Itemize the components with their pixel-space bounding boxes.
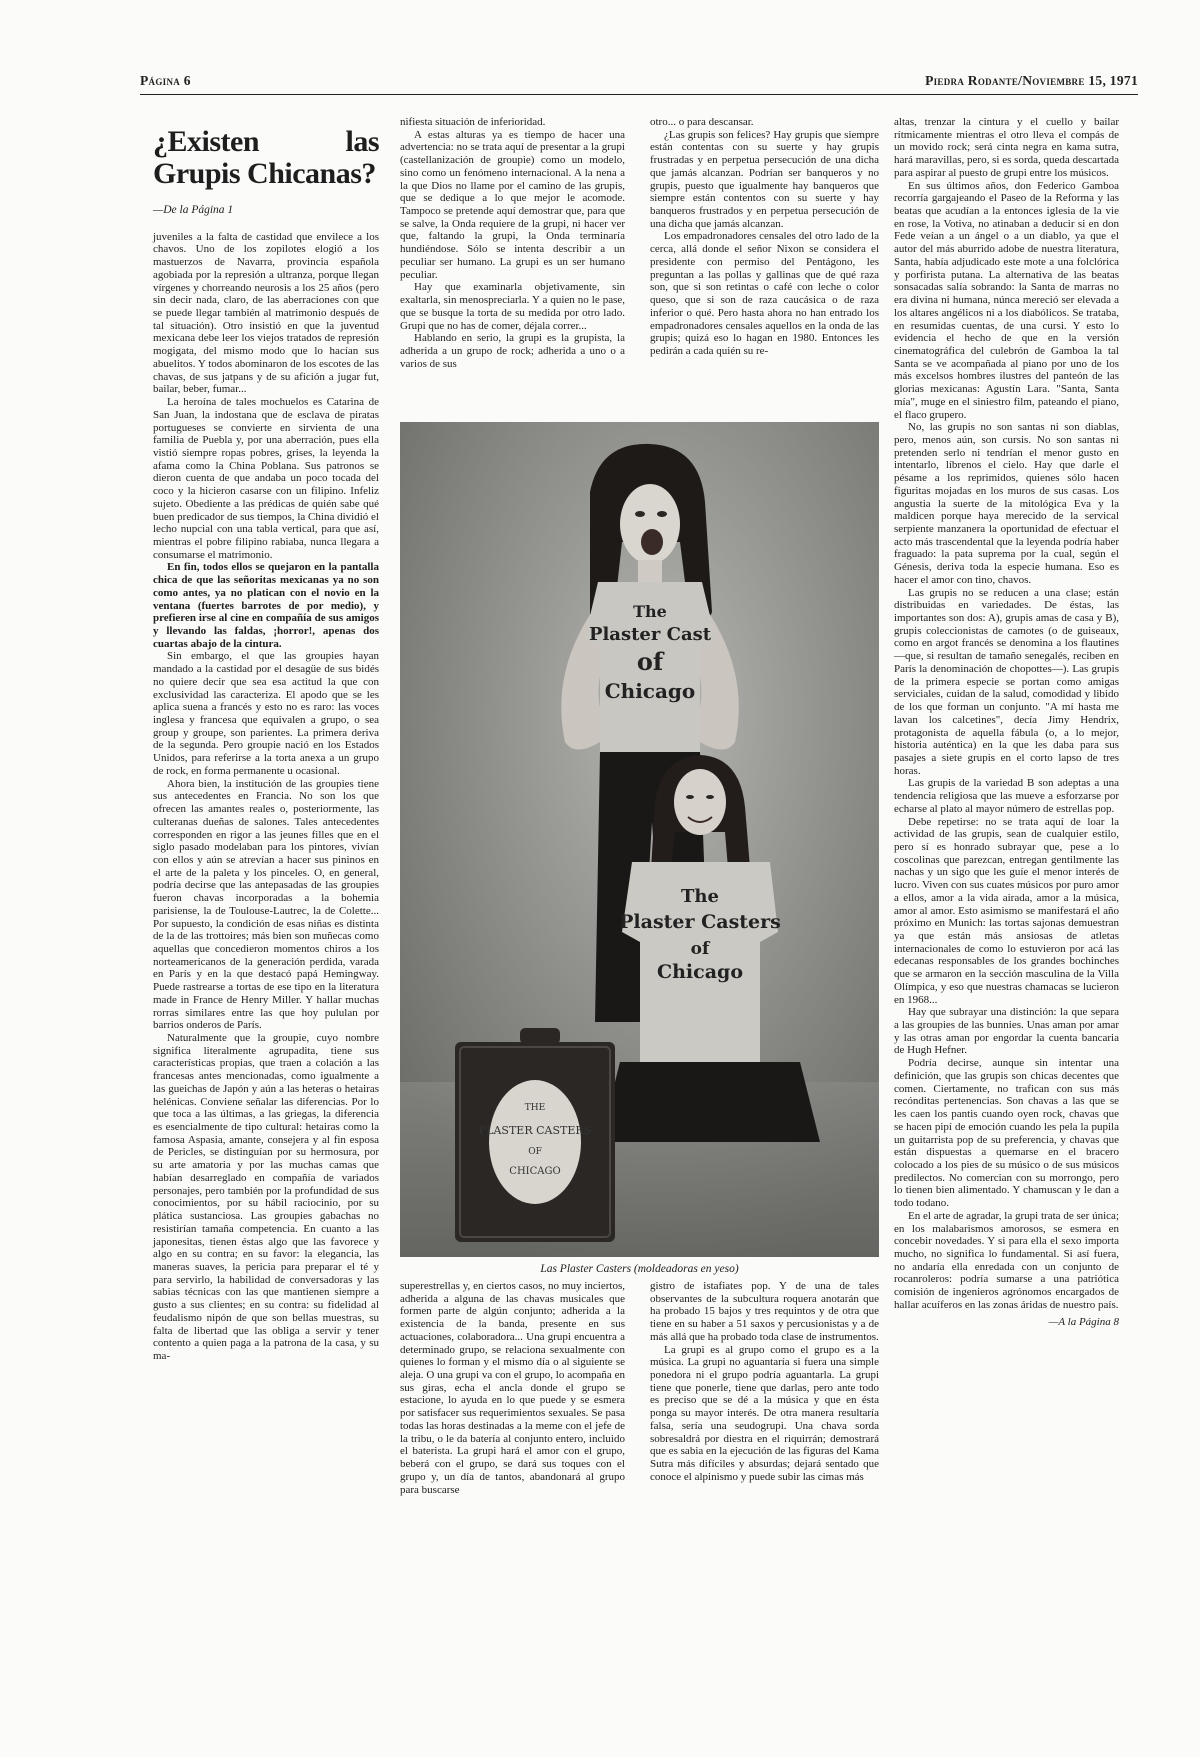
paragraph: En el arte de agradar, la grupi trata de ser única; en los malabarismos amorosos, se esmera en concebir novedades. Y si para ella el sexo importa mucho, no significa lo fundamental. Si así fuera, no andaría ella enredada con un conjunto de rocanroleros: podría sumarse a una patriótica comisión de ingenieros agrónomos encargados de hallar acuíferos en las zonas áridas de nuestro país.: [894, 1209, 1119, 1311]
suitcase: [455, 1028, 615, 1242]
shirt-text-line: Plaster Cast: [588, 624, 712, 645]
paragraph: No, las grupis no son santas ni son diablas, pero, menos aún, son cursis. No son santas ni pretenden serlo ni tendrían el menor gusto en intentarlo, líbrenos el cielo. Hay que darle el pésame a los reprimidos, quienes sólo hacen figuritas mojadas en los muros de sus casas. Los angustia la suerte de la mitológica Eva y la maldicen porque haya merecido de la servical serpiente manzanera la oportunidad de efectuar el acto más trascendental que la leyenda podría haber fraguado: la pata suprema por la cual, según el Génesis, deriva toda la especie humana. Eso es hacer el amor con tino, chavos.: [894, 421, 1119, 586]
photo-caption: Las Plaster Casters (moldeadoras en yeso): [540, 1263, 739, 1275]
paragraph: La heroína de tales mochuelos es Catarina de San Juan, la indostana que de esclava de piratas portugueses se convierte en sirvienta de una familia de Puebla y, por una aberración, pues ella vistió siempre ropas pobres, grises, la leyenda la afama como la China Poblana. Sus patronos se dieron cuenta de que andaba un poco tocada del coco y la hicieron casarse con un filipino. Infeliz sujeto. Obediente a las prédicas de quién sabe qué buen predicador de sus tiempos, la China dividió el lecho nupcial con una tabla vertical, para que así, mientras el pobre filipino rabiaba, nunca llegara a consumarse el matrimonio.: [153, 396, 379, 561]
paragraph: Sin embargo, el que las groupies hayan mandado a la castidad por el desagüe de sus bidés no quiere decir que sea esa actitud la que con exclusividad las caracteriza. El apodo que se les aplica suena a francés y esto no es raro: las voces inglesa y francesa que equivalen a grupo, o sea group y groupe, son parientes. La primera deriva de la segunda. Pero groupie nació en los Estados Unidos, para referirse a la torta anexa a un grupo de rock, en forma permanente u ocasional.: [153, 650, 379, 777]
paragraph: Debe repetirse: no se trata aquí de loar la actividad de las grupis, sean de cualquier estilo, pero sí es honrado subrayar que, pese a lo coscolinas que parezcan, entregan gentilmente las nachas y un sigo que les guíe el menor interés de lucro. Viven con sus cuates músicos por puro amor a ellos, amor a la vida airada, amor a la música, amor al amor. Esto asimismo se manifestará el año próximo en Munich: las tortas sajonas demuestran ya que están más ansiosas de atletas internacionales de como lo estuvieron por acá las edecanas responsables de los grandes bochinches que se armaron en la sección masculina de la Villa Olímpica, y eso que nuestras chamacas se lucieron en 1968...: [894, 815, 1119, 1006]
paragraph: Hablando en serio, la grupi es la grupista, la adherida a un grupo de rock; adherida a uno o a varios de sus: [400, 332, 625, 370]
article-column-4: [894, 116, 1119, 1328]
article-photo: [400, 422, 879, 1257]
paragraph: juveniles a la falta de castidad que envilece a los chavos. Uno de los zopilotes elogió a los mastuerzos de Navarra, provincia española agobiada por la represión a ultranza, porque llegan vírgenes y chorreando neurosis a los 25 años (pero sin decir nada, claro, de las aberraciones con que se puede llegar también al matrimonio después de tal situación). Otro insistió en que la juventud mexicana debe leer los viejos tratados de represión mogigata, del mismo modo que lo hacían sus abuelitos. Y todos abominaron de los escotes de las chavas, de sus jatpans y de su afición a jugar fut, bailar, beber, fumar...: [153, 230, 379, 396]
header-rule: [140, 94, 1138, 95]
paragraph: Hay que examinarla objetivamente, sin exaltarla, sin menospreciarla. Y a quien no le pase, que se busque la torta de su medida por otro lado. Grupi que no has de comer, déjala correr...: [400, 281, 625, 332]
paragraph: nifiesta situación de inferioridad.: [400, 116, 546, 128]
suitcase-label-line: PLASTER CASTERS: [478, 1124, 592, 1137]
paragraph: Hay que subrayar una distinción: la que separa a las groupies de las bunnies. Unas aman por amar y las otras aman por engordar la cuenta bancaria de Hugh Hefner.: [894, 1006, 1119, 1057]
publication-dateline: Piedra Rodante/Noviembre 15, 1971: [925, 73, 1138, 88]
article-column-3: [650, 116, 879, 358]
suitcase-label-line: THE: [524, 1103, 546, 1113]
shirt-text-line: of: [690, 939, 710, 959]
paragraph: ¿Las grupis son felices? Hay grupis que siempre están contentas con su suerte y hay grupis frustradas y en perpetua persecución de una dicha que jamás alcanzan. Podrían ser banqueros y no grupis, puesto que igualmente hay banqueros que siempre están contentos con su suerte y hay banqueros frustrados y en perpetua persecución de una dicha que jamás alcanzan.: [650, 128, 879, 230]
paragraph: Las grupis de la variedad B son adeptas a una tendencia religiosa que las mueve a esforzarse por echarse al plato al mayor número de estrellas pop.: [894, 777, 1119, 815]
article-column-2-lower: [400, 1280, 625, 1496]
page-number: Página 6: [140, 73, 191, 88]
article-column-2: [400, 116, 625, 370]
paragraph: En sus últimos años, don Federico Gamboa recorría gargajeando el Paseo de la Reforma y las beatas que acudían a la entonces iglesia de la vie en rose, la Votiva, no atinaban a deducir si en don Fede veían a un ángel o a un diablo, ya que el autor del más aburrido adobe de nuestra literatura, Santa, había adjudicado este mote a una folclórica y porfirista putana. La alternativa de las beatas sonsacadas salía sobrando: la Santa de marras no era divina ni humana, núnca mereció ser elevada a los altares angélicos ni a los diabólicos. Se trataba, en resumidas cuentas, de una cursi. Y esto lo evidencia el hecho de que en la versión cinematográfica del culebrón de Gamboa la tal Santa se ve acompañada al piano por uno de los más excelsos hombres ilustres del panteón de las glorias mexicanas: Agustín Lara. "Santa, Santa mía", muge en el siniestro film, pateando el piano, el flaco grupero.: [894, 179, 1119, 421]
paragraph: Las grupis no se reducen a una clase; están distribuidas en variedades. De éstas, las importantes son dos: A), grupis amas de casa y B), grupis coleccionistas de camotes (o de guiseaux, como en argot francés se denomina a los flautines —que, si resultan de tamaño senegalés, reciben en París la denominación de chopottes—). Las grupis de la primera especie se portan como amigas serviciales, cuidan de la salud, comodidad y libido de los que forman un conjunto. "A mí hasta me lavan los calcetines", decía Jimy Hendrix, protagonista de aquella fábula (o, a lo mejor, historia auténtica) en la que les daba para sus pasajes a siete grupis en el corto lapso de tres horas.: [894, 586, 1119, 777]
suitcase-label-line: CHICAGO: [509, 1166, 561, 1177]
suitcase-label-line: OF: [528, 1147, 542, 1157]
photo-illustration: [400, 422, 879, 1257]
article-column-3-lower: [650, 1280, 879, 1484]
paragraph: La grupi es al grupo como el grupo es a la música. La grupi no aguantaría si fuera una simple ponedora ni el grupo podría aguantarla. La grupi tiene que ponerle, tiene que darlas, pero ante todo es preciso que se dé a la música y que en ésta ponga su mayor interés. De otra manera resultaría falsa, sería una seudogrupi. Una chava sorda sobresaldrá por diestra en el riquirrán; demostrará que es sabia en la ejecución de las figuras del Kama Sutra más difíciles y absurdas; dejará sentado que conoce el alpinismo y puede subir las cimas más: [650, 1343, 879, 1483]
shirt-text-line: The: [633, 602, 667, 621]
paragraph: superestrellas y, en ciertos casos, no muy inciertos, adherida a alguna de las chavas musicales que formen parte de algún conjunto; adherida a la existencia de la banda, presente en sus actuaciones, colaboradora... Una grupi encuentra a determinado grupo, se relaciona sexualmente con quienes lo forman y el mismo día o al siguiente se aleja. O una grupi va con el grupo, lo acompaña en sus giras, echa el ancla donde el grupo se estacione, lo ayuda en lo que puede y se esmera por satisfacer sus requerimientos sexuales. Se pasa todas las horas destinadas a la meme con el jefe de la tribu, o le da batería al conjunto entero, incluido el baterista. La grupi hará el amor con el grupo, beberá con el grupo, se dará sus toques con el grupo y, un día de tantos, abandonará al grupo para buscarse: [400, 1280, 625, 1496]
paragraph: Los empadronadores censales del otro lado de la cerca, allá donde el señor Nixon se considera el presidente con permiso del Pentágono, les preguntan a las pollas y gallinas que de qué raza son, que si son retintas o café con leche o color queso, que si son de raza caucásica o de raza inferior o qué. Pero hasta ahora no han entrado los empadronadores censales aquellos en la onda de las grupis; quizá eso lo hagan en 1980. Entonces les pedirán a cada quién su re-: [650, 230, 879, 357]
paragraph: Ahora bien, la institución de las groupies tiene sus antecedentes en Francia. No son los que ofrecen las amantes reales o, posteriormente, las culteranas dueñas de salones. Tales antecedentes corresponden en rigor a las jeunes filles que en el siglo pasado modelaban para los pintores, vivían con ellos y aún se atrevían a hacer sus pininos en el arte de la paleta y los pinceles. O, en general, podría decirse que las antepasadas de las groupies fueron chavas incorporadas a la bohemia parisiense, la de Toulouse-Lautrec, la de Colette... Por supuesto, la condición de esas niñas es distinta de la de las trottoires; más bien son muñecas como aquellas que concedieron momentos chiros a los norteamericanos de la generación perdida, varada en París y en la que destacó papá Hemingway. Puede rastrearse a tortas de ese tipo en la literatura made in France de Henry Miller. Y hallar muchas rorras similares entre las que hoy pululan por barrios onderos de París.: [153, 777, 379, 1032]
paragraph: gistro de istafiates pop. Y de una de tales observantes de la subcultura roquera anotarán que ha probado 15 bajos y tres requintos y de otra que tiene en su haber a 51 saxos y percusionistas y a de más allá que ha probado toda clase de instrumentos.: [650, 1280, 879, 1343]
jump-to-line: —A la Página 8: [1048, 1315, 1119, 1328]
jump-from-line: —De la Página 1: [153, 204, 234, 216]
shirt-text-line: Plaster Casters: [619, 911, 781, 933]
paragraph: A estas alturas ya es tiempo de hacer una advertencia: no se trata aquí de presentar a la grupi (castellanización de groupie) como un modelo, sino como un fenómeno internacional. A la nena a la que Dios no llame por el camino de las grupis, que se dedique a lo que mejor le acomode. Tampoco se pretende aquí demostrar que, para que se salve, la Onda requiere de la grupi, ni hacer ver que, faltando la grupi, la Onda terminaría hundiéndose. Sólo se intenta describir a un peculiar ser humano. La grupi es un ser humano peculiar.: [400, 128, 625, 281]
shirt-text-line: Chicago: [604, 679, 696, 703]
shirt-text-line: Chicago: [657, 961, 743, 983]
shirt-text-line: of: [636, 647, 664, 676]
paragraph: En fin, todos ellos se quejaron en la pantalla chica de que las señoritas mexicanas ya no son como antes, ya no platican con el novio en la ventana (fuertes barrotes de por medio), y prefieren irse al cine en compañía de sus amigos y llevando las faldas, ¡horror!, apenas dos cuartas abajo de la cintura.: [153, 561, 379, 650]
paragraph: otro... o para descansar.: [650, 116, 754, 128]
paragraph: Naturalmente que la groupie, cuyo nombre significa literalmente agrupadita, tiene sus características propias, que traen a colación a las francesas antes mencionadas, como igualmente a las gueichas de Japón y aún a las heteras o hetairas helénicas. Conviene señalar las diferencias. Por lo que toca a las últimas, a las griegas, la diferencia es esencialmente de tipo cultural: hetairas como la famosa Aspasia, amante, consejera y al fin esposa de Pericles, se distinguían por su hermosura, por su arte amatoria y por las muchas camas que habían desarreglado en compañía de variados personajes, pero también por la profundidad de sus conocimientos, por su hábil raciocinio, por su plática sustanciosa. Las groupies gabachas no resistirían tamaña competencia. En cuanto a las japonesitas, tienen éstas algo que las favorece y algo en su contra; en su favor: la elegancia, las maneras suaves, la pericia para preparar el té y para servirlo, la habilidad de conversadoras y las sabias técnicas con las que mantienen siempre a gusto a sus clientes; en su contra: su fidelidad al feudalismo nipón de que son bellas muestras, su falta de libertad que las obliga a servir y tener contento a quien paga a la patrona de la casa, y su ma-: [153, 1032, 379, 1362]
shirt-text-line: The: [681, 886, 719, 907]
paragraph: altas, trenzar la cintura y el cuello y bailar rítmicamente mientras el otro lleva el compás de un movido rock; será cinta negra en kama sutra, hará maravillas, pero, si es sorda, queda descartada para aspirar al puesto de grupi entre los músicos.: [894, 116, 1119, 179]
article-headline: ¿Existen las Grupis Chicanas?: [153, 125, 379, 190]
article-column-1: [153, 116, 379, 1363]
paragraph: Podría decirse, aunque sin intentar una definición, que las grupis son chicas decentes que comen. Ciertamente, no trafican con sus más recónditas pertenencias. Son chavas a las que se les caen los pantis cuando oyen rock, chavas que se hacen pipí de emoción cuando les pela la pupila un guitarrista pop de su preferencia, y chavas que están dispuestas a quemarse en el bracero colocado a los pies de su músico o de sus músicos predilectos. No comercian con su morrongo, pero lo tienen bien alimentado. Y chamuscan y le dan a todo todano.: [894, 1057, 1119, 1210]
